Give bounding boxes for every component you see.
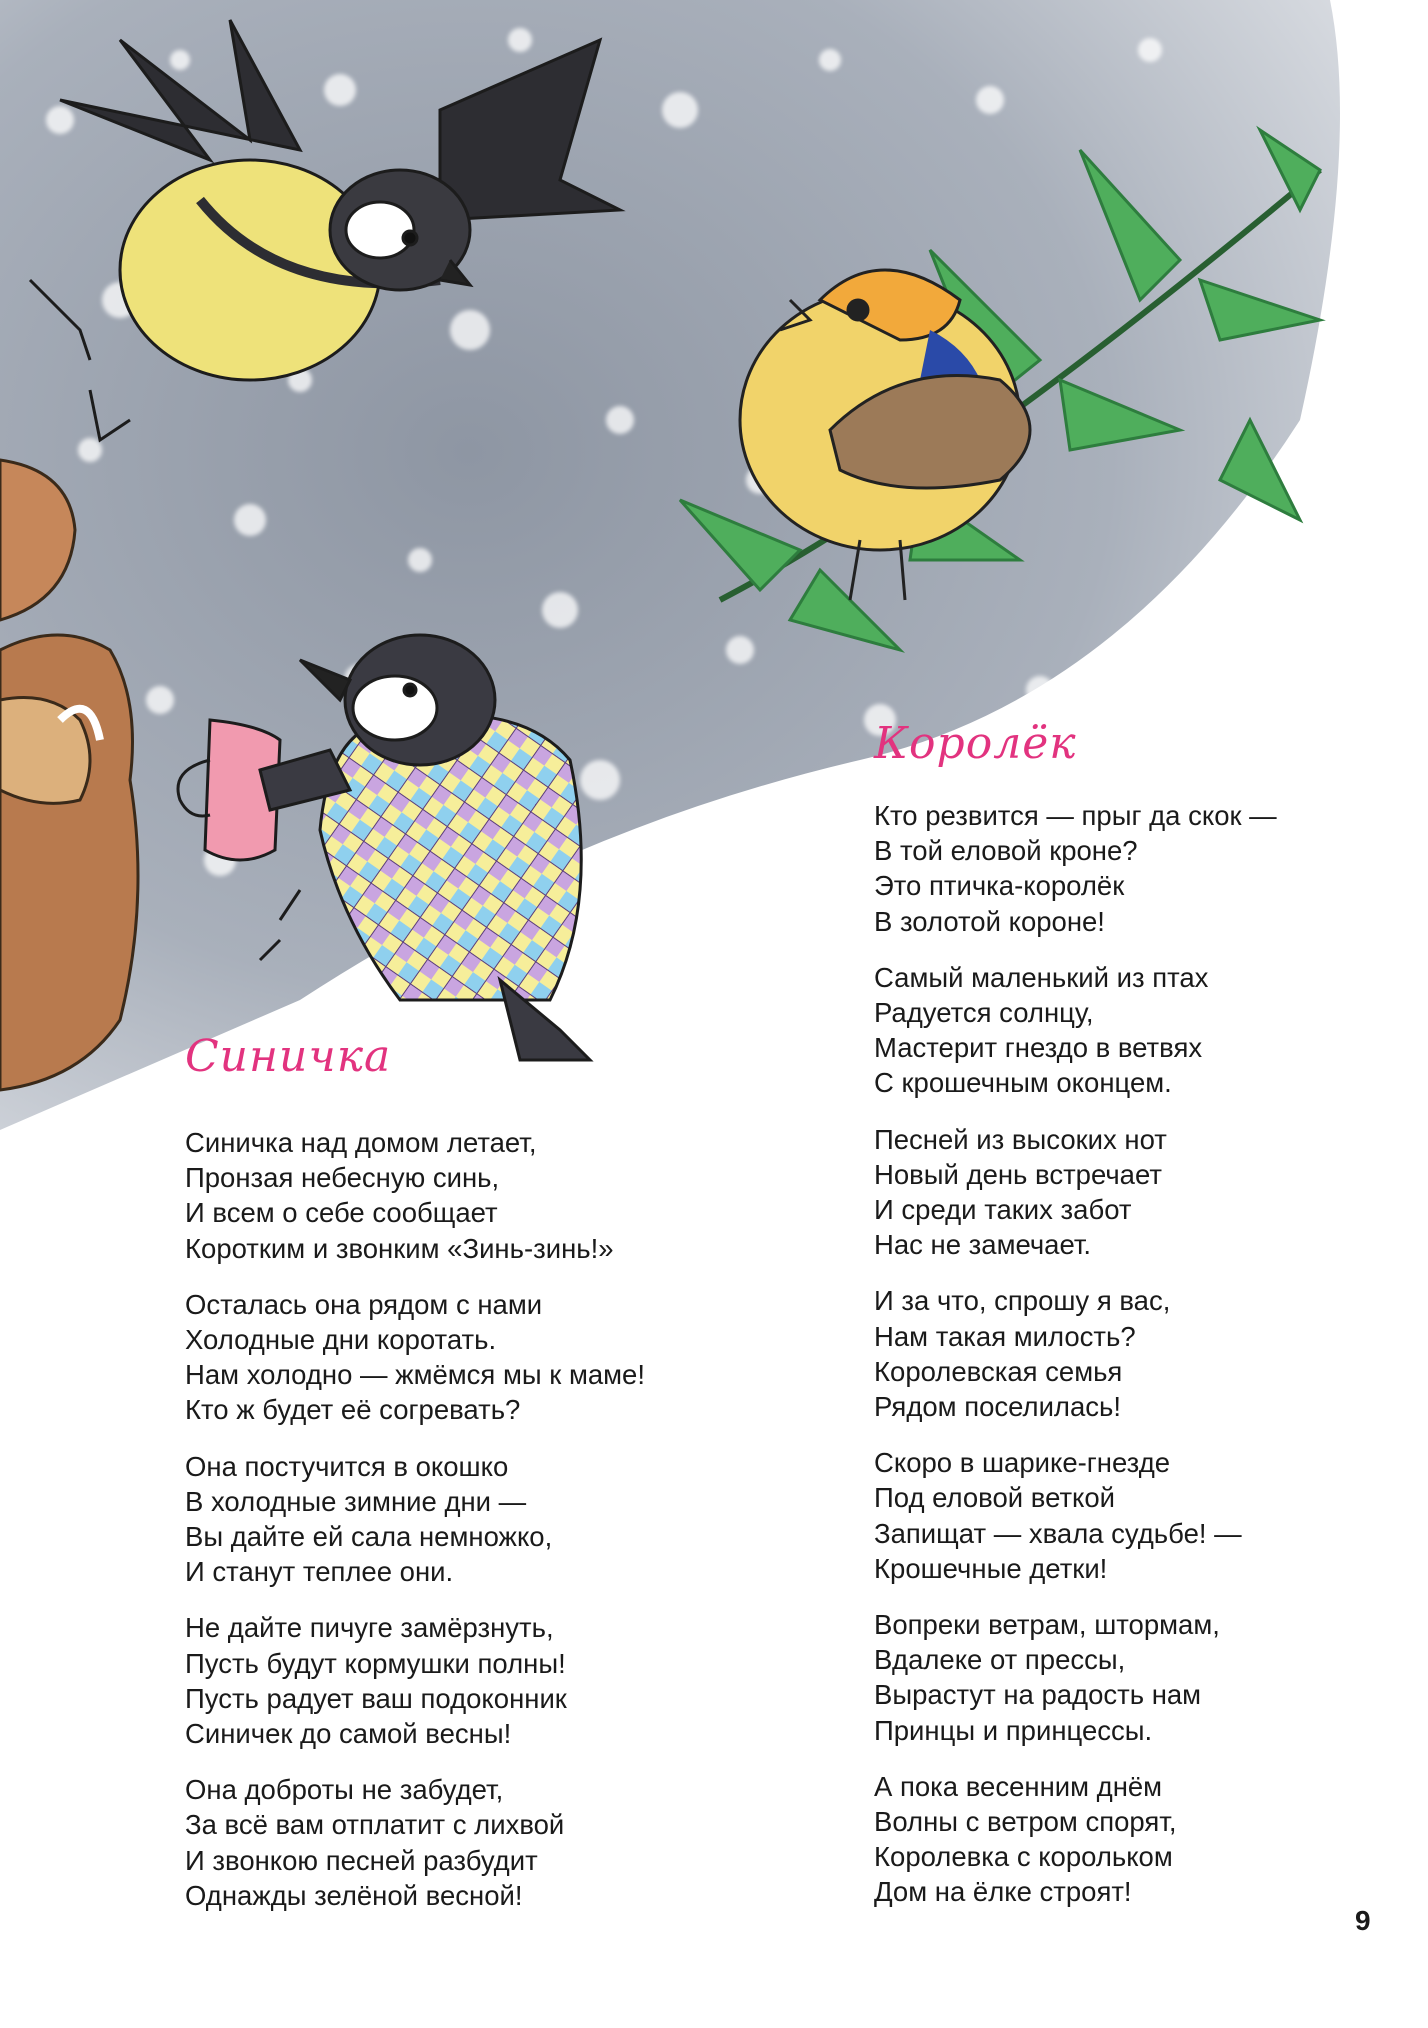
poem-line: И за что, спрошу я вас, <box>874 1285 1171 1317</box>
stanza <box>185 1449 645 1590</box>
poem-line: Мастерит гнездо в ветвях <box>874 1032 1203 1064</box>
poem-line: За всё вам отплатит с лихвой <box>185 1809 565 1841</box>
poem-line: Принцы и принцессы. <box>874 1714 1153 1746</box>
poem-line: Вы дайте ей сала немножко, <box>185 1521 553 1553</box>
poem-line: А пока весенним днём <box>874 1770 1163 1802</box>
poem-line: Дом на ёлке строят! <box>874 1876 1132 1908</box>
poem-line: Нас не замечает. <box>874 1229 1092 1261</box>
poem-line: Коротким и звонким «Зинь-зинь!» <box>185 1232 614 1264</box>
stanza <box>874 1607 1277 1748</box>
poem-line: Королевка с корольком <box>874 1841 1173 1873</box>
poem-line: Радуется солнцу, <box>874 997 1094 1029</box>
poem-line: Волны с ветром спорят, <box>874 1806 1177 1838</box>
poem-line: В холодные зимние дни — <box>185 1485 527 1517</box>
poem-line: Рядом поселилась! <box>874 1391 1121 1423</box>
stanza <box>874 1283 1277 1424</box>
poem-title-korolek: Королёк <box>874 718 1077 769</box>
poem-line: Синичка над домом летает, <box>185 1127 537 1158</box>
poem-korolek <box>874 798 1277 1931</box>
poem-line: Холодные дни коротать. <box>185 1324 497 1356</box>
stanza <box>874 1122 1277 1263</box>
poem-line: Не дайте пичуге замёрзнуть, <box>185 1612 554 1644</box>
poem-line: Под еловой веткой <box>874 1482 1116 1514</box>
stanza <box>874 960 1277 1101</box>
poem-line: Она доброты не забудет, <box>185 1774 504 1806</box>
poem-line: С крошечным оконцем. <box>874 1067 1172 1099</box>
poem-line: Кто резвится — прыг да скок — <box>874 800 1277 831</box>
poem-line: И всем о себе сообщает <box>185 1197 498 1229</box>
stanza <box>874 1769 1277 1910</box>
poem-line: Это птичка-королёк <box>874 870 1125 902</box>
stanza <box>185 1287 645 1428</box>
poem-line: Королевская семья <box>874 1355 1123 1387</box>
poem-line: Песней из высоких нот <box>874 1123 1167 1155</box>
poem-line: Вопреки ветрам, штормам, <box>874 1609 1220 1641</box>
page-number: 9 <box>1355 1905 1371 1936</box>
stanza <box>874 1445 1277 1586</box>
poem-line: Осталась она рядом с нами <box>185 1288 543 1320</box>
poem-line: Пронзая небесную синь, <box>185 1162 500 1194</box>
poem-line: Крошечные детки! <box>874 1552 1108 1584</box>
poem-line: Пусть радует ваш подоконник <box>185 1682 567 1714</box>
poem-line: Она постучится в окошко <box>185 1450 509 1482</box>
poem-line: Кто ж будет её согревать? <box>185 1394 521 1426</box>
poem-sinichka <box>185 1125 645 1934</box>
poem-title-sinichka: Синичка <box>185 1031 392 1082</box>
poem-line: Вырастут на радость нам <box>874 1679 1202 1711</box>
poem-line: В золотой короне! <box>874 905 1105 937</box>
poem-line: И станут теплее они. <box>185 1556 454 1588</box>
poem-line: В той еловой кроне? <box>874 835 1138 867</box>
poem-line: Нам такая милость? <box>874 1320 1136 1352</box>
poem-line: И среди таких забот <box>874 1194 1132 1226</box>
stanza <box>874 798 1277 939</box>
poem-line: Самый маленький из птах <box>874 961 1209 993</box>
stanza <box>185 1772 645 1913</box>
poem-line: Пусть будут кормушки полны! <box>185 1647 566 1679</box>
poem-line: Однажды зелёной весной! <box>185 1879 523 1911</box>
stanza <box>185 1125 645 1266</box>
stanza <box>185 1610 645 1751</box>
poem-line: И звонкою песней разбудит <box>185 1844 538 1876</box>
poem-line: Скоро в шарике-гнезде <box>874 1447 1171 1479</box>
poem-line: Новый день встречает <box>874 1158 1162 1190</box>
poem-line: Запищат — хвала судьбе! — <box>874 1517 1242 1549</box>
poem-line: Синичек до самой весны! <box>185 1718 512 1750</box>
poem-line: Вдалеке от прессы, <box>874 1644 1126 1676</box>
poem-line: Нам холодно — жмёмся мы к маме! <box>185 1359 645 1391</box>
